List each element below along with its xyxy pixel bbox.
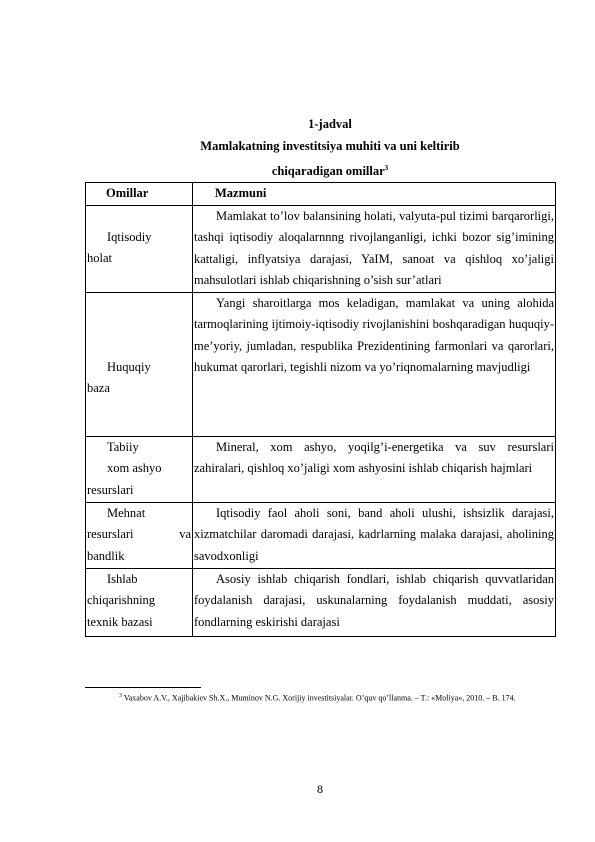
factor-cell [86, 502, 193, 568]
footnote-mark: 3 [119, 693, 122, 699]
table-row [86, 502, 556, 568]
table-title-line-2 [0, 157, 595, 182]
content-cell: Yangi sharoitlarga mos keladigan, mamlakat va uning alohida tarmoqlarining ijtimoiy-iqtisodiy rivojlanishini boshqaradigan huquqiy-me’yoriy, jumladan, respublika Prezidentining farmonlari va qarorlari, hukumat qarorlari, tegishli nizom va yo’riqnomalarning mavjudligi [193, 292, 556, 436]
factor-cell [86, 568, 193, 636]
table-header-row [86, 183, 556, 206]
footnote [85, 690, 556, 705]
table-row [86, 205, 556, 292]
factor-cell [86, 205, 193, 292]
factor-cell [86, 436, 193, 502]
factor-line: resurslari [87, 482, 134, 497]
content-cell: Iqtisodiy faol aholi soni, band aholi ulushi, ishsizlik darajasi, xizmatchilar daromadi darajasi, kadrlarning malaka darajasi, aholining savodxonligi [193, 502, 556, 568]
table-row [86, 568, 556, 636]
factor-line: holat [87, 251, 112, 265]
content-cell: Mamlakat to’lov balansining holati, valyuta-pul tizimi barqarorligi, tashqi iqtisodiy aloqalarnnng rivojlanganligi, ichki bozor sig’imining kattaligi, inflyatsiya darajasi, YaIM, sanoat va qishloq xo’jaligi mahsulotlari ishlab chiqarishning o’sish sur’atlari [193, 205, 556, 292]
factor-line: Ishlab [107, 571, 138, 586]
table-title-line-2-text: chiqaradigan omillar [271, 164, 385, 179]
header-content: Mazmuni [193, 183, 556, 206]
table-row [86, 292, 556, 436]
page-number: 8 [317, 782, 323, 796]
factor-line: baza [87, 381, 110, 395]
factor-line: Mehnat [107, 505, 146, 520]
factor-line: chiqarishning [87, 593, 156, 607]
table-row [86, 436, 556, 502]
table-caption [0, 113, 595, 182]
factor-line: Tabiiy [107, 439, 139, 454]
factor-cell [86, 292, 193, 436]
table-number: 1-jadval [308, 117, 352, 131]
factor-line: Huquqiy [107, 359, 151, 374]
table-title-line-1: Mamlakatning investitsiya muhiti va uni keltirib [200, 139, 460, 153]
footnote-divider [85, 687, 201, 688]
content-cell: Mineral, xom ashyo, yoqilg’i-energetika va suv resurslari zahiralari, qishloq xo’jaligi xom ashyosini ishlab chiqarish hajmlari [193, 436, 556, 502]
header-factors: Omillar [86, 183, 193, 206]
factor-line: bandlik [87, 548, 125, 563]
factor-line: xom ashyo [107, 461, 162, 475]
factor-line: texnik bazasi [87, 614, 153, 629]
factor-line: Iqtisodiy [107, 229, 152, 244]
footnote-text: Vaxabov A.V., Xajibakiev Sh.X., Muminov N.G. Xorijiy investitsiyalar. O’quv qo’llanma. – T.: «Moliya», 2010. – B. 174. [123, 693, 516, 703]
footnote-reference: 3 [384, 164, 389, 172]
content-cell: Asosiy ishlab chiqarish fondlari, ishlab chiqarish quvvatlaridan foydalanish darajasi, uskunalarning foydalanish muddati, asosiy fondlarning eskirishi darajasi [193, 568, 556, 636]
factors-table [85, 182, 556, 637]
factor-line: resurslari va [87, 527, 191, 541]
